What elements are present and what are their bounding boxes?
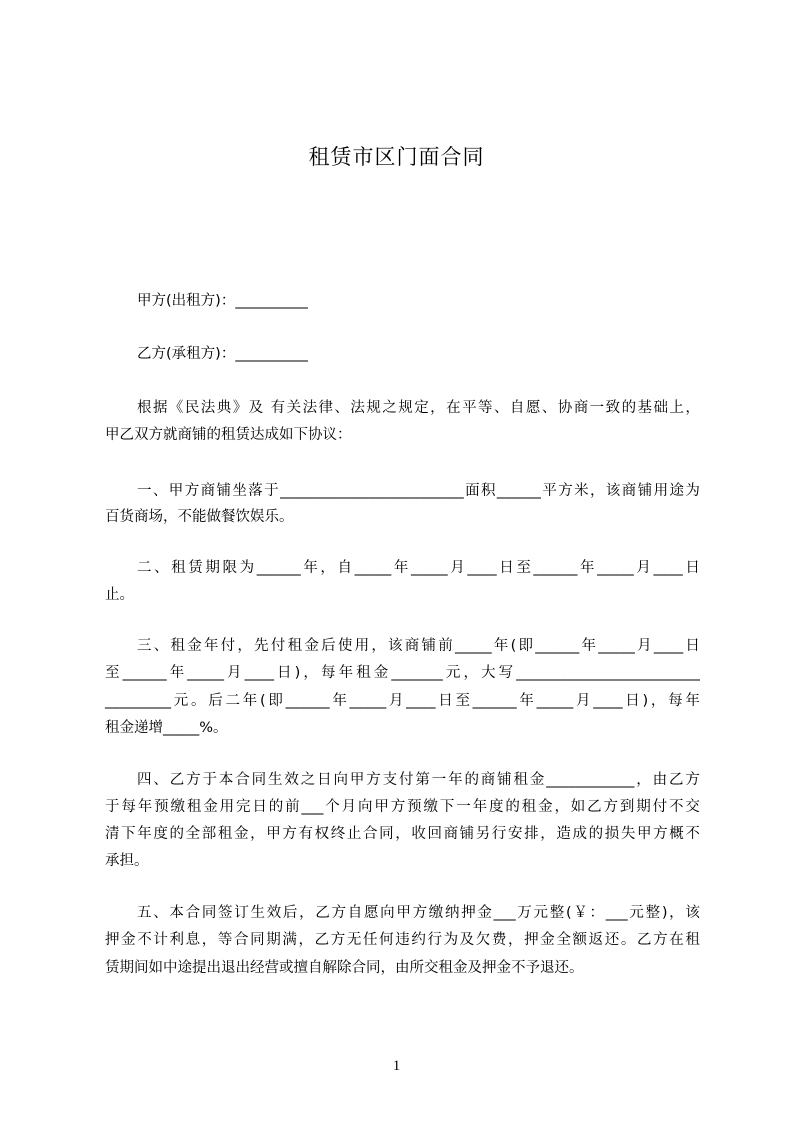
clause-5-line-2: 押金不计利息，等合同期满，乙方无任何违约行为及欠费，押金全额返还。乙方在租 — [105, 932, 700, 948]
clause-5-line-3: 赁期间如中途提出退出经营或擅自解除合同，由所交租金及押金不予退还。 — [105, 960, 584, 976]
party-a-line: 甲方(出租方)：__________ — [137, 293, 308, 309]
clause-1-line-1: 一、甲方商铺坐落于_________________________面积______平方米，该商铺用途为 — [137, 483, 700, 499]
clause-2-line-1: 二、租赁期限为______年，自_____年_____月____日至______年_____月____日 — [137, 560, 700, 576]
clause-1-line-2: 百货商场，不能做餐饮娱乐。 — [105, 509, 294, 525]
clause-4-line-2: 于每年预缴租金用完日的前___个月向甲方预缴下一年度的租金，如乙方到期付不交 — [105, 799, 700, 815]
document-title: 租赁市区门面合同 — [308, 145, 485, 169]
party-b-line: 乙方(承租方)：__________ — [137, 346, 308, 362]
preamble-line-2: 甲乙双方就商铺的租赁达成如下协议： — [105, 427, 352, 443]
page-number: 1 — [392, 1058, 401, 1074]
clause-3-line-4: 租金递增_____%。 — [105, 720, 228, 736]
clause-3-line-2: 至______年_____月____日)，每年租金_______元，大写_________________________ — [105, 665, 700, 681]
clause-4-line-4: 承担。 — [105, 853, 149, 869]
clause-2-line-2: 止。 — [105, 587, 134, 603]
clause-4-line-3: 清下年度的全部租金，甲方有权终止合同，收回商铺另行安排，造成的损失甲方概不 — [105, 826, 700, 842]
preamble-line-1: 根据《民法典》及 有关法律、法规之规定，在平等、自愿、协商一致的基础上， — [137, 400, 700, 416]
clause-3-line-3: _________元。后二年(即______年_____月____日至______年_____月____日)，每年 — [105, 693, 700, 709]
clause-3-line-1: 三、租金年付，先付租金后使用，该商铺前_____年(即______年_____月____日 — [137, 638, 700, 654]
clause-4-line-1: 四、乙方于本合同生效之日向甲方支付第一年的商铺租金____________，由乙方 — [137, 772, 700, 788]
clause-5-line-1: 五、本合同签订生效后，乙方自愿向甲方缴纳押金___万元整(￥：___元整)，该 — [137, 905, 700, 921]
